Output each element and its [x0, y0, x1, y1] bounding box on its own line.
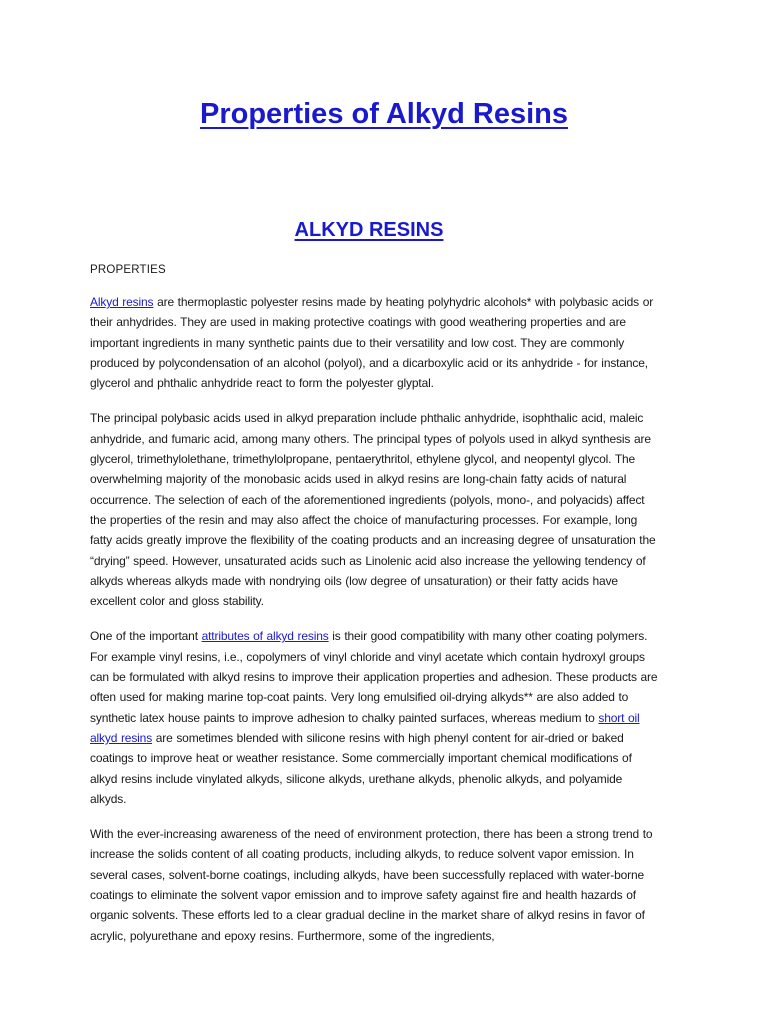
paragraph-1-text: are thermoplastic polyester resins made by heating polyhydric alcohols* with polybasic acids or their anhydrides. They are used in making protective coatings with good weathering properties and are important ingredients in many synthetic paints due to their versatility and low cost. They are commonly produced by polycondensation of an alcohol (polyol), and a dicarboxylic acid or its anhydride - for instance, glycerol and phthalic anhydride react to form the polyester glyptal.: [90, 295, 654, 391]
paragraph-3-text-middle: is their good compatibility with many other coating polymers. For example vinyl resins, i.e., copolymers of vinyl chloride and vinyl acetate which contain hydroxyl groups can be formulated with alkyd resins to improve their application properties and adhesion. These products are often used for making marine top-coat paints. Very long emulsified oil-drying alkyds** are also added to synthetic latex house paints to improve adhesion to chalky painted surfaces, whereas medium to: [90, 629, 658, 725]
section-heading: ALKYD RESINS: [294, 219, 444, 241]
paragraph-3-text-after: are sometimes blended with silicone resins with high phenyl content for air-dried or baked coatings to improve heat or weather resistance. Some commercially important chemical modifications of alkyd resins include vinylated alkyds, silicone alkyds, urethane alkyds, phenolic alkyds, and polyamide alkyds.: [90, 730, 632, 806]
paragraph-1: [90, 292, 658, 393]
document-body: [90, 292, 658, 961]
short-oil-alkyd-resins-link[interactable]: short oil alkyd resins: [90, 710, 640, 745]
paragraph-3-text-before: One of the important: [90, 629, 202, 644]
paragraph-4: With the ever-increasing awareness of the need of environment protection, there has been a strong trend to increase the solids content of all coating products, including alkyds, to reduce solvent vapor emission. In several cases, solvent-borne coatings, including alkyds, have been successfully replaced with water-borne coatings to eliminate the solvent vapor emission and to improve safety against fire and health hazards of organic solvents. These efforts led to a clear gradual decline in the market share of alkyd resins in favor of acrylic, polyurethane and epoxy resins. Furthermore, some of the ingredients,: [90, 827, 653, 943]
properties-subheading: PROPERTIES: [90, 264, 166, 276]
paragraph-3: [90, 626, 658, 809]
document-title: Properties of Alkyd Resins: [200, 98, 568, 130]
attributes-of-alkyd-resins-link[interactable]: attributes of alkyd resins: [201, 629, 329, 644]
paragraph-2: The principal polybasic acids used in alkyd preparation include phthalic anhydride, isophthalic acid, maleic anhydride, and fumaric acid, among many others. The principal types of polyols used in alkyd synthesis are glycerol, trimethylolethane, trimethylolpropane, pentaerythritol, ethylene glycol, and neopentyl glycol. The overwhelming majority of the monobasic acids used in alkyd resins are long-chain fatty acids of natural occurrence. The selection of each of the aforementioned ingredients (polyols, mono-, and polyacids) affect the properties of the resin and may also affect the choice of manufacturing processes. For example, long fatty acids greatly improve the flexibility of the coating products and an increasing degree of unsaturation the “drying” speed. However, unsaturated acids such as Linolenic acid also increase the yellowing tendency of alkyds whereas alkyds made with nondrying oils (low degree of unsaturation) or their fatty acids have excellent color and gloss stability.: [90, 411, 656, 609]
alkyd-resins-link[interactable]: Alkyd resins: [90, 295, 154, 309]
